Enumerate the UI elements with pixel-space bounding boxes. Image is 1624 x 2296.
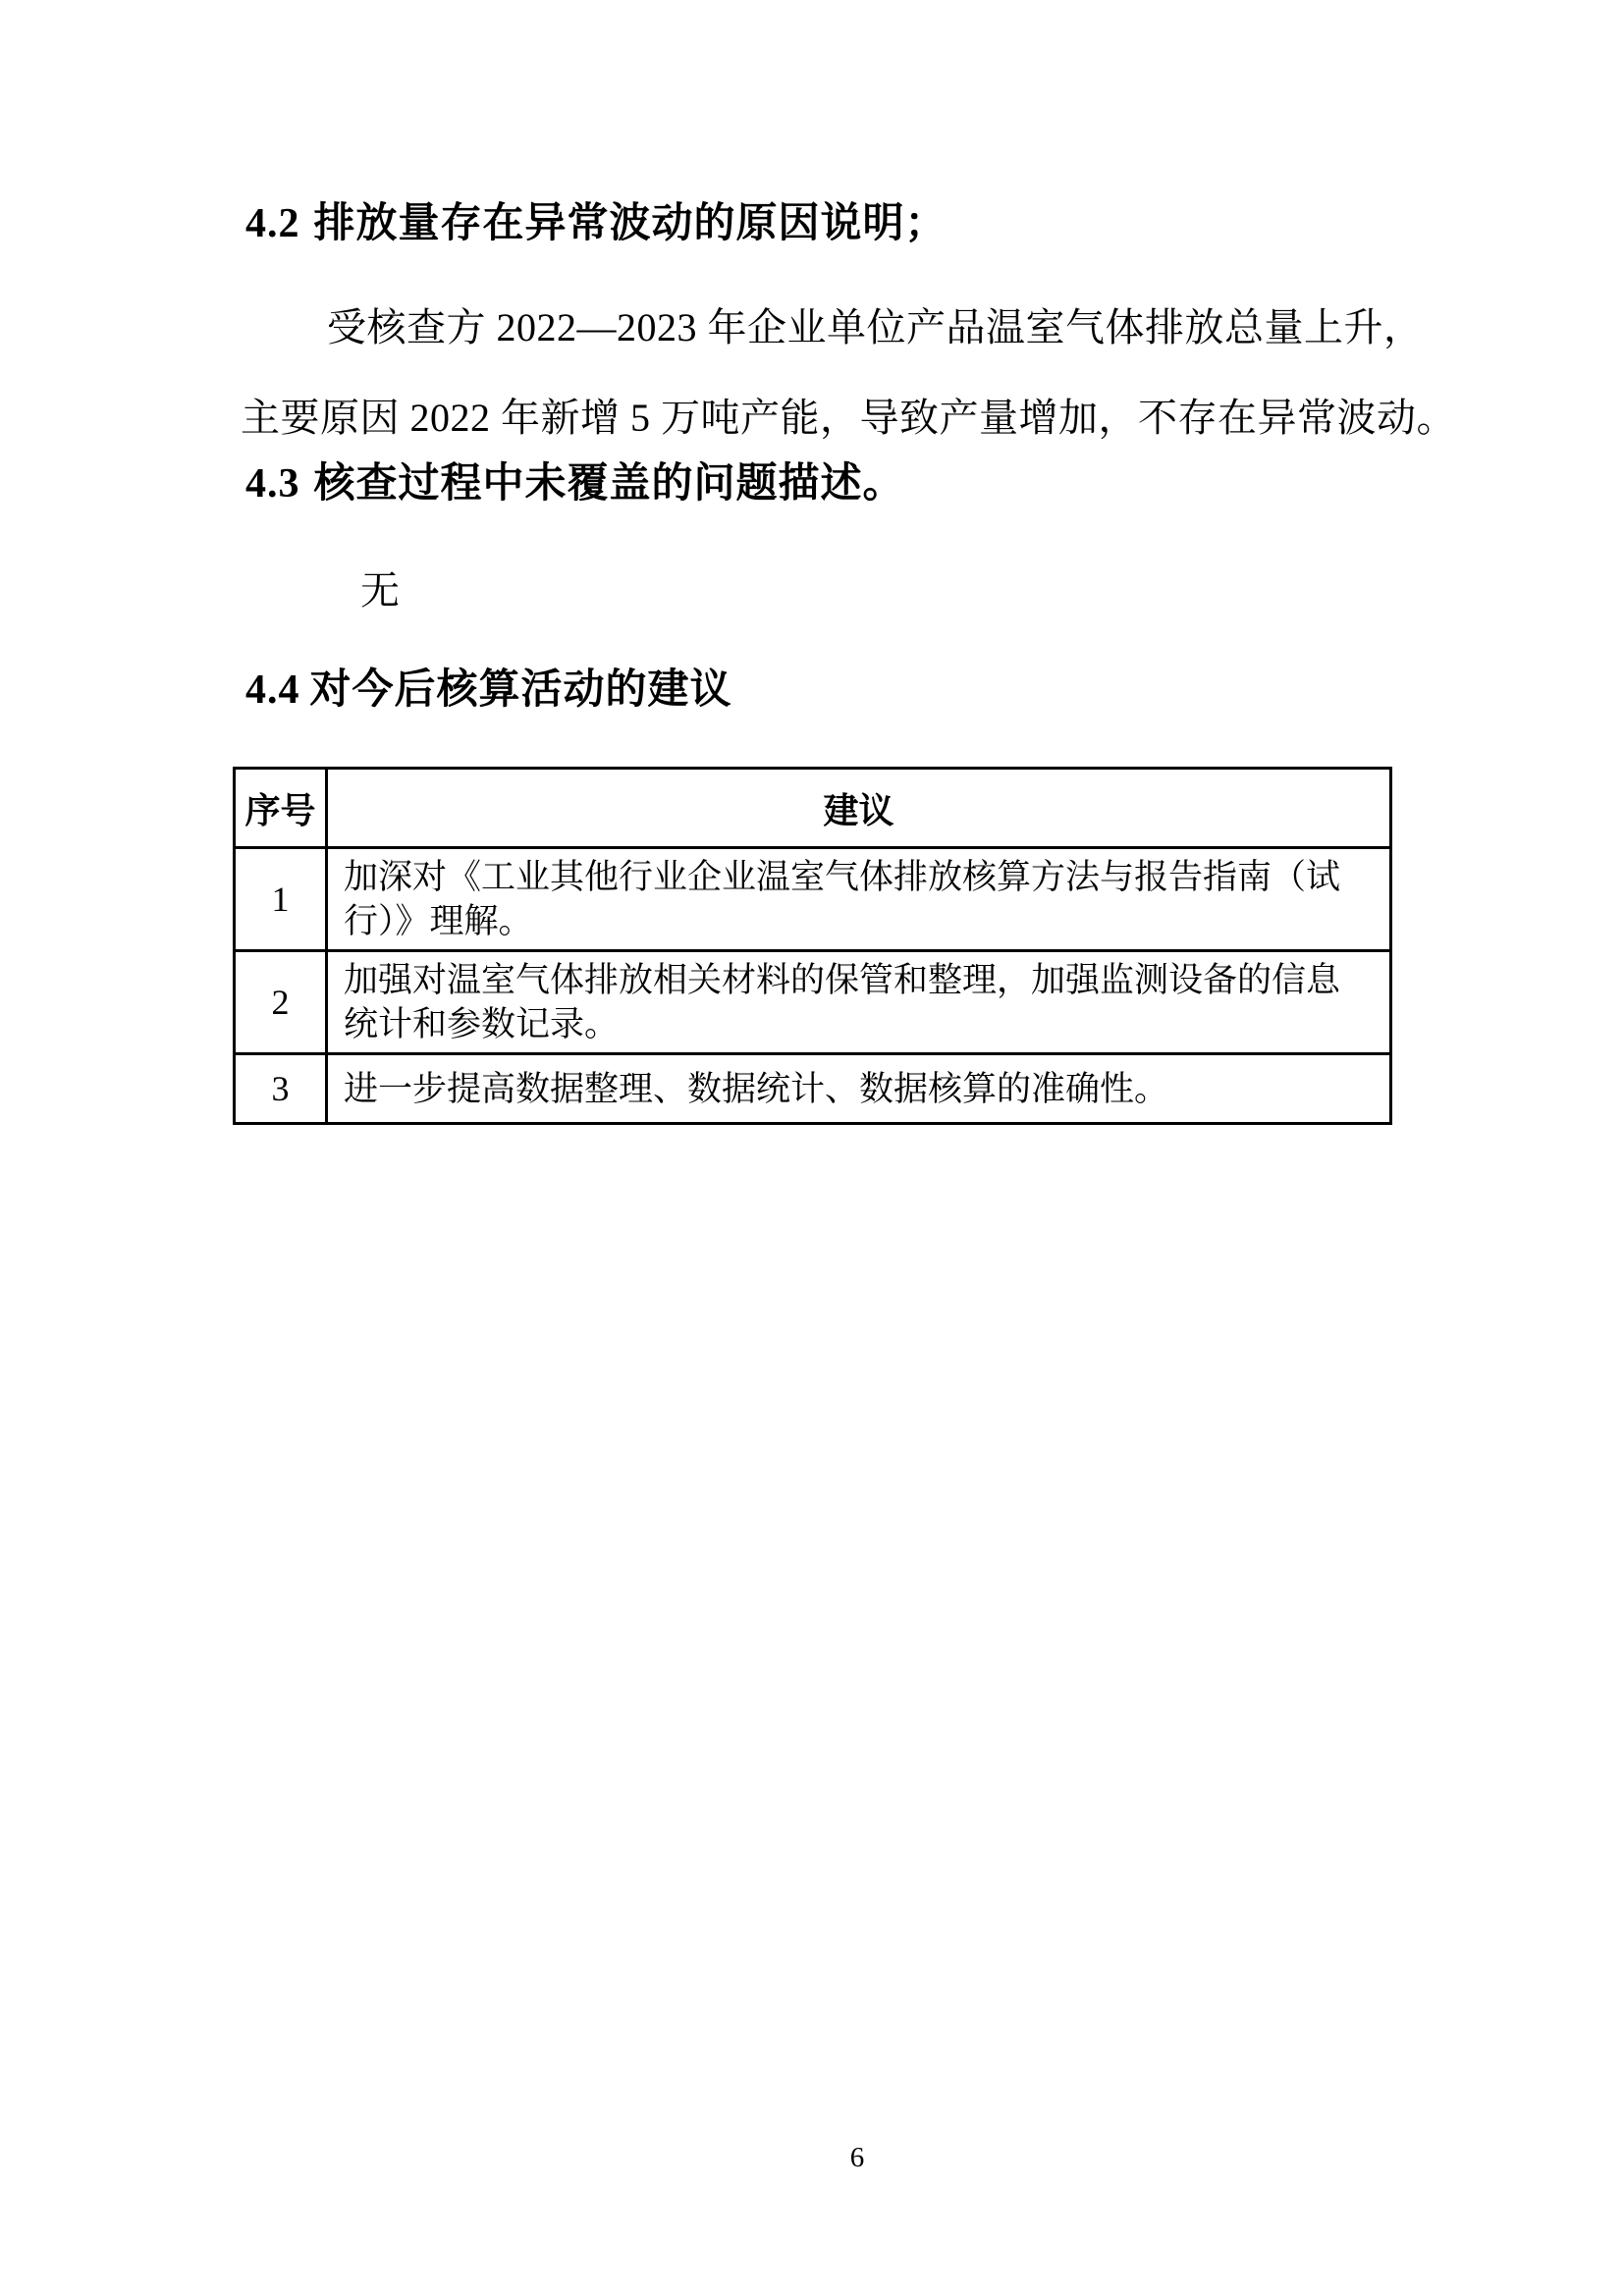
row-serial: 2 <box>235 951 327 1054</box>
row-suggestion: 进一步提高数据整理、数据统计、数据核算的准确性。 <box>327 1054 1391 1124</box>
row-serial: 3 <box>235 1054 327 1124</box>
table-row <box>235 848 1391 951</box>
section-heading-4-3 <box>245 459 905 508</box>
section-number: 4.3 <box>245 461 300 507</box>
section-number: 4.4 <box>245 667 300 713</box>
suggestions-table <box>233 767 1392 1125</box>
paragraph-line: 主要原因 2022 年新增 5 万吨产能，导致产量增加，不存在异常波动。 <box>241 396 1456 440</box>
row-serial: 1 <box>235 848 327 951</box>
column-header-suggestion: 建议 <box>327 769 1391 848</box>
row-suggestion: 加强对温室气体排放相关材料的保管和整理，加强监测设备的信息统计和参数记录。 <box>327 951 1391 1054</box>
section-title: 排放量存在异常波动的原因说明； <box>313 201 947 246</box>
table-row <box>235 951 1391 1054</box>
answer-none-text: 无 <box>360 568 400 613</box>
section-title: 对今后核算活动的建议 <box>309 667 732 713</box>
row-suggestion: 加深对《工业其他行业企业温室气体排放核算方法与报告指南（试行）》理解。 <box>327 848 1391 951</box>
section-title: 核查过程中未覆盖的问题描述。 <box>313 461 905 507</box>
section-number: 4.2 <box>245 201 300 246</box>
paragraph-4-2 <box>241 283 1456 463</box>
page-number: 6 <box>849 2142 865 2173</box>
table-header-row <box>235 769 1391 848</box>
section-heading-4-2 <box>245 199 947 248</box>
table-row <box>235 1054 1391 1124</box>
section-heading-4-4 <box>245 666 732 715</box>
paragraph-line: 受核查方 2022—2023 年企业单位产品温室气体排放总量上升， <box>327 305 1424 349</box>
column-header-serial: 序号 <box>235 769 327 848</box>
